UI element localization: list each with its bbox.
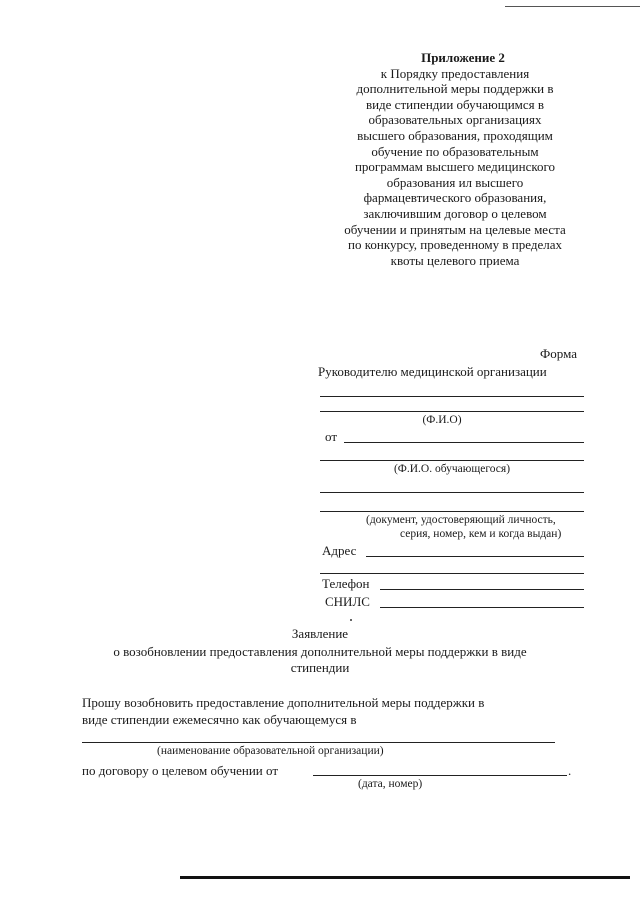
phone-label: Телефон bbox=[322, 576, 370, 591]
statement-subtitle: о возобновлении предоставления дополнительной меры поддержки в виде стипендии bbox=[113, 644, 527, 675]
student-fio-caption: (Ф.И.О. обучающегося) bbox=[393, 463, 511, 475]
organization-caption: (наименование образовательной организации) bbox=[157, 745, 384, 757]
addressee-line-2[interactable] bbox=[320, 411, 584, 412]
addressee-line-1[interactable] bbox=[320, 396, 584, 397]
document-line-1[interactable] bbox=[320, 492, 584, 493]
document-line-2[interactable] bbox=[320, 511, 584, 512]
scan-edge-mark-bottom bbox=[180, 876, 630, 879]
snils-label: СНИЛС bbox=[325, 594, 370, 609]
contract-label: по договору о целевом обучении от bbox=[82, 763, 279, 778]
address-field-line-2[interactable] bbox=[320, 573, 584, 574]
address-label: Адрес bbox=[322, 543, 357, 558]
statement-title: Заявление bbox=[291, 626, 349, 641]
document-caption-line-1: (документ, удостоверяющий личность, bbox=[366, 514, 556, 526]
from-label: от bbox=[325, 429, 338, 444]
addressee-text: Руководителю медицинской организации bbox=[318, 364, 547, 379]
appendix-block bbox=[320, 50, 590, 268]
date-number-caption: (дата, номер) bbox=[358, 778, 423, 790]
appendix-title: Приложение 2 bbox=[421, 50, 505, 65]
student-fio-line[interactable] bbox=[320, 460, 584, 461]
fio-caption: (Ф.И.О) bbox=[422, 414, 462, 426]
scan-speck bbox=[350, 619, 352, 621]
document-caption-line-2: серия, номер, кем и когда выдан) bbox=[400, 528, 562, 540]
contract-date-number-line[interactable] bbox=[313, 775, 567, 776]
address-field-line[interactable] bbox=[366, 556, 584, 557]
scan-edge-mark-top bbox=[505, 6, 640, 7]
from-field-line[interactable] bbox=[344, 442, 584, 443]
request-text: Прошу возобновить предоставление дополнительной меры поддержки в виде стипендии ежемесячно как обучающемуся в bbox=[82, 695, 485, 727]
appendix-description: к Порядку предоставления дополнительной меры поддержки в виде стипендии обучающимся в образовательных организациях высшего образования, проходящим обучение по образовательным программам высшего медицинского образования ил высшего фармацевтического образования, заключившим договор о целевом обучении и принятым на целевые места по конкурсу, проведенному в пределах квоты целевого приема bbox=[344, 65, 566, 268]
phone-field-line[interactable] bbox=[380, 589, 584, 590]
form-label: Форма bbox=[540, 346, 577, 361]
contract-end-period: . bbox=[568, 763, 572, 778]
snils-field-line[interactable] bbox=[380, 607, 584, 608]
organization-name-line[interactable] bbox=[82, 742, 555, 743]
